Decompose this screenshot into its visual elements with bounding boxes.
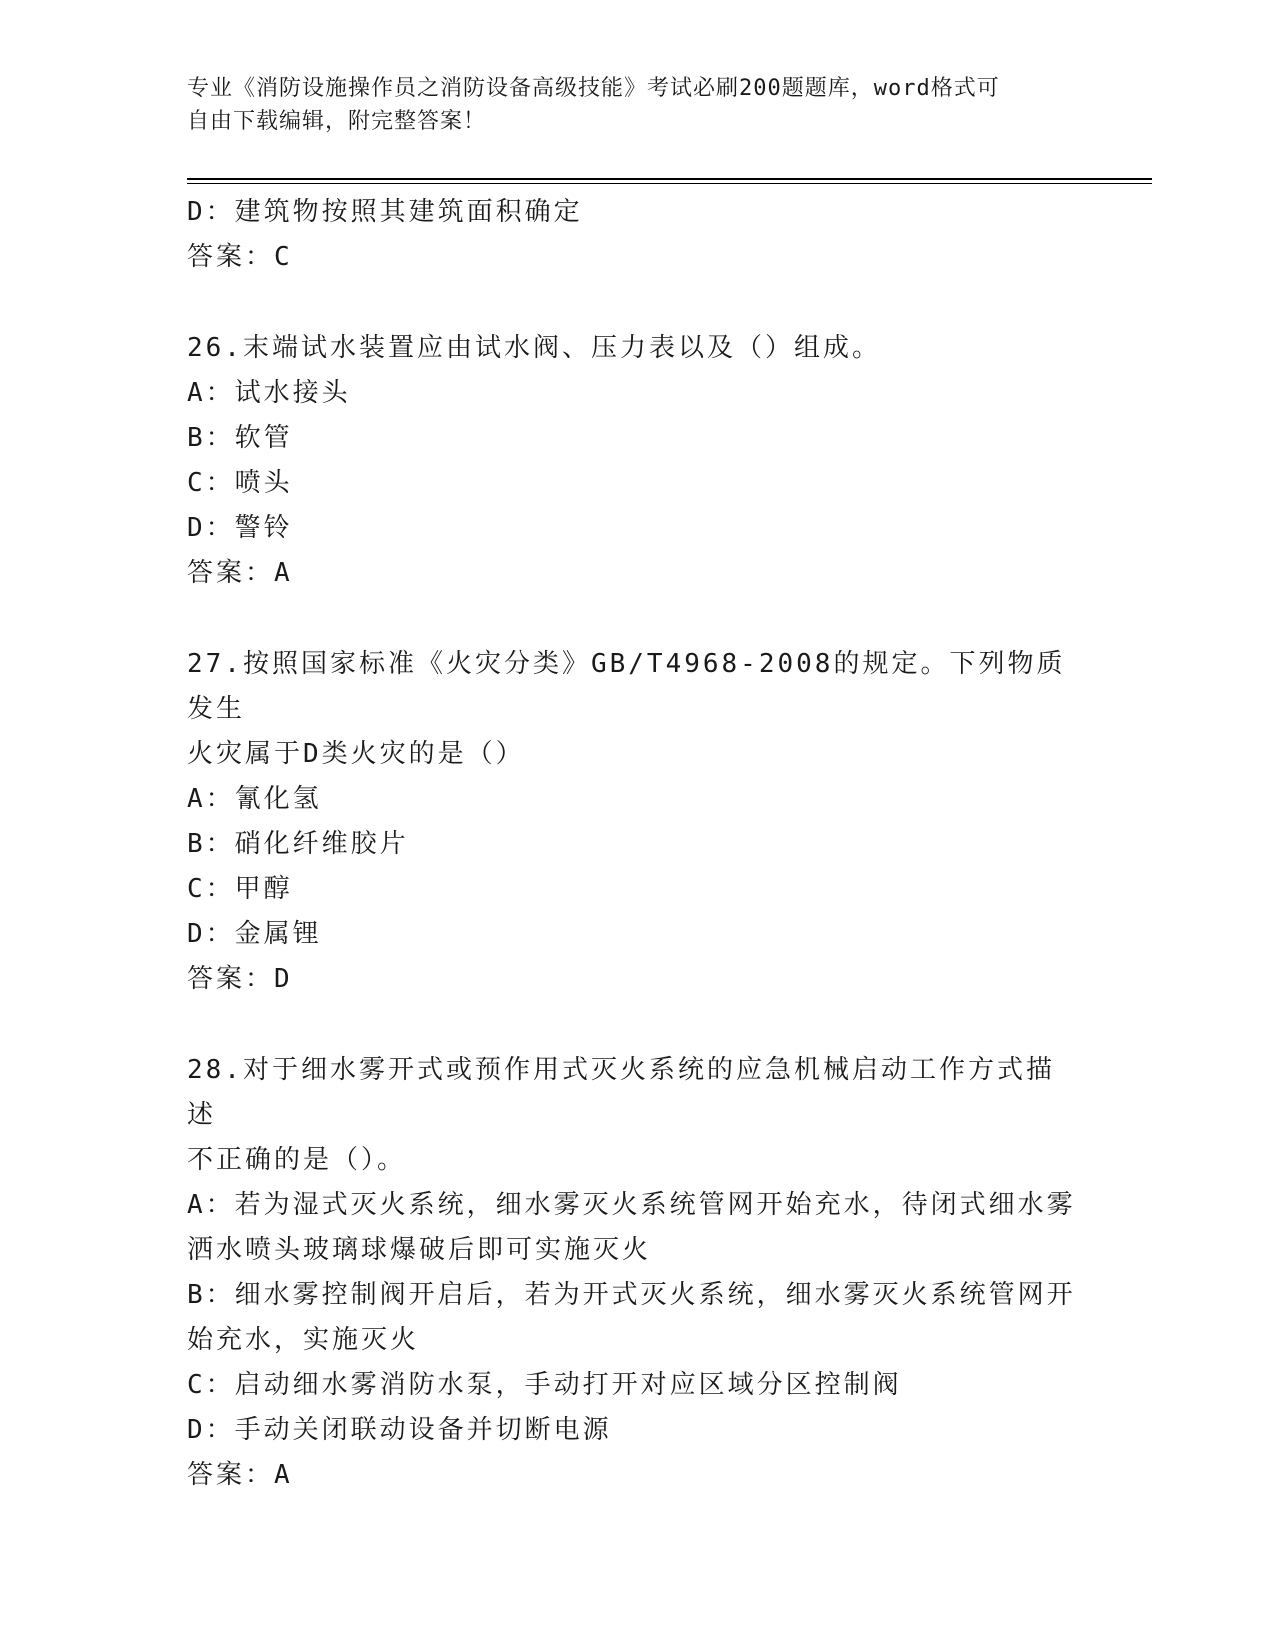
- header-rule-thick: [187, 178, 1152, 180]
- option-a: A：氰化氢: [187, 784, 322, 814]
- carryover-option-d: D：建筑物按照其建筑面积确定: [187, 197, 583, 227]
- question-stem-line-2: 火灾属于D类火灾的是（）: [187, 739, 525, 769]
- option-c: C：甲醇: [187, 874, 293, 904]
- question-26: [187, 326, 1067, 596]
- option-b-line-1: B：细水雾控制阀开启后，若为开式灭火系统，细水雾灭火系统管网开: [187, 1280, 1076, 1310]
- option-c: C：启动细水雾消防水泵，手动打开对应区域分区控制阀: [187, 1370, 902, 1400]
- option-b: B：软管: [187, 423, 293, 453]
- option-d: D：警铃: [187, 513, 293, 543]
- question-28: [187, 1048, 1076, 1498]
- question-list: [187, 190, 1076, 1544]
- question-stem-line-1: 28.对于细水雾开式或预作用式灭火系统的应急机械启动工作方式描述: [187, 1055, 1055, 1130]
- question-stem: 26.末端试水装置应由试水阀、压力表以及（）组成。: [187, 333, 881, 363]
- option-b-line-2: 始充水，实施灭火: [187, 1325, 420, 1355]
- option-b: B：硝化纤维胶片: [187, 829, 409, 859]
- question-stem-line-1: 27.按照国家标准《火灾分类》GB/T4968-2008的规定。下列物质发生: [187, 649, 1066, 724]
- option-a-line-2: 洒水喷头玻璃球爆破后即可实施灭火: [187, 1235, 652, 1265]
- question-stem-line-2: 不正确的是（）。: [187, 1145, 407, 1175]
- option-a: A：试水接头: [187, 378, 351, 408]
- header-line-1: 专业《消防设施操作员之消防设备高级技能》考试必刷200题题库，word格式可: [187, 76, 1000, 101]
- option-d: D：手动关闭联动设备并切断电源: [187, 1415, 612, 1445]
- option-d: D：金属锂: [187, 919, 322, 949]
- answer: 答案：A: [187, 1460, 293, 1490]
- carryover-answer: 答案：C: [187, 242, 293, 272]
- header-line-2: 自由下载编辑，附完整答案！: [187, 109, 487, 134]
- question-27: [187, 642, 1067, 1002]
- option-a-line-1: A：若为湿式灭火系统，细水雾灭火系统管网开始充水，待闭式细水雾: [187, 1190, 1076, 1220]
- option-c: C：喷头: [187, 468, 293, 498]
- header-rule-thin: [187, 183, 1152, 184]
- answer: 答案：D: [187, 964, 293, 994]
- document-header: [187, 72, 1067, 138]
- answer: 答案：A: [187, 558, 293, 588]
